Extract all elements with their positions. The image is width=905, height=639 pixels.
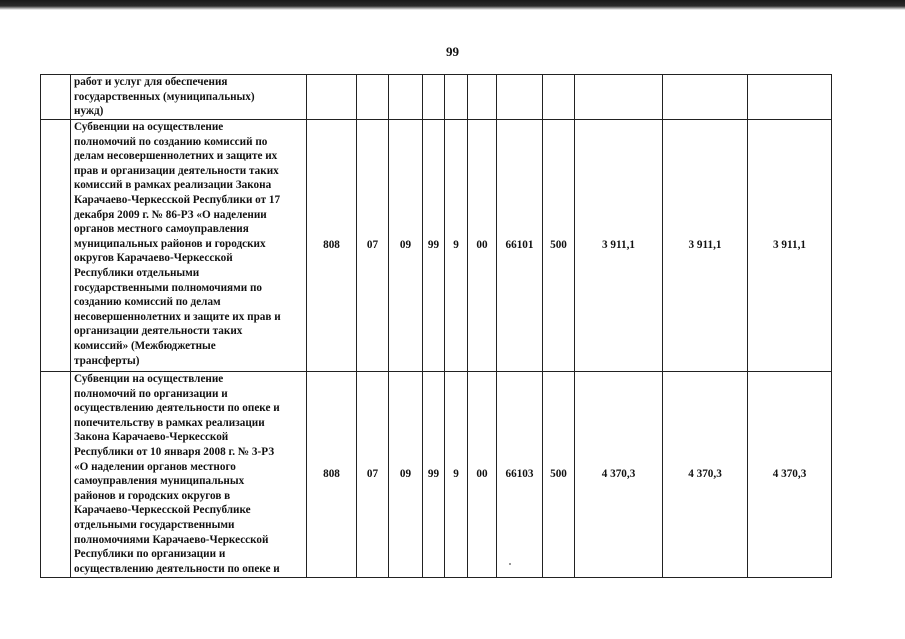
main-activity-code-cell: [468, 75, 497, 120]
page-number: 99: [446, 44, 459, 59]
amount-year-3-cell: 3 911,1: [748, 120, 832, 372]
grbs-cell: 808: [307, 120, 357, 372]
main-activity-code-cell: 00: [468, 372, 497, 578]
expense-type-cell: 500: [543, 372, 575, 578]
row-number-cell: [41, 120, 71, 372]
subsection-cell: 09: [389, 372, 423, 578]
amount-year-3-cell: [748, 75, 832, 120]
grbs-cell: [307, 75, 357, 120]
row-number-cell: [41, 372, 71, 578]
program-code-cell: 99: [423, 372, 445, 578]
amount-year-2-cell: 4 370,3: [663, 372, 748, 578]
row-number-cell: [41, 75, 71, 120]
description-cell: Субвенции на осуществление полномочий по созданию комиссий по делам несовершеннолетних и защите их прав и организации деятельности таких комиссий в рамках реализации Закона Карачаево-Черкесской Республики от 17 декабря 2009 г. № 86-РЗ «О наделении органов местного самоуправления муниципальных районов и городских округов Карачаево-Черкесской Республики отдельными государственными полномочиями по созданию комиссий по делам несовершеннолетних и защите их прав и организации деятельности таких комиссий» (Межбюджетные трансферты): [71, 120, 307, 372]
amount-year-3-cell: 4 370,3: [748, 372, 832, 578]
expense-type-cell: [543, 75, 575, 120]
description-cell: работ и услуг для обеспечения государственных (муниципальных) нужд): [71, 75, 307, 120]
subprogram-code-cell: 9: [445, 372, 468, 578]
direction-code-cell: 66103: [497, 372, 543, 578]
section-cell: 07: [357, 372, 389, 578]
table-row: [41, 75, 832, 120]
description-cell: Субвенции на осуществление полномочий по организации и осуществлению деятельности по опеке и попечительству в рамках реализации Закона Карачаево-Черкесской Республики от 10 января 2008 г. № 3-РЗ «О наделении органов местного самоуправления муниципальных районов и городских округов в Карачаево-Черкесской Республике отдельными государственными полномочиями Карачаево-Черкесской Республики по организации и осуществлению деятельности по опеке и: [71, 372, 307, 578]
expense-type-cell: 500: [543, 120, 575, 372]
section-cell: [357, 75, 389, 120]
subprogram-code-cell: [445, 75, 468, 120]
budget-table: [40, 74, 832, 578]
amount-year-2-cell: 3 911,1: [663, 120, 748, 372]
section-cell: 07: [357, 120, 389, 372]
subprogram-code-cell: 9: [445, 120, 468, 372]
scan-speck: [509, 563, 511, 565]
program-code-cell: 99: [423, 120, 445, 372]
table-row: [41, 120, 832, 372]
program-code-cell: [423, 75, 445, 120]
amount-year-1-cell: [575, 75, 663, 120]
amount-year-1-cell: 4 370,3: [575, 372, 663, 578]
direction-code-cell: [497, 75, 543, 120]
scan-top-edge: [0, 0, 905, 10]
direction-code-cell: 66101: [497, 120, 543, 372]
subsection-cell: [389, 75, 423, 120]
amount-year-1-cell: 3 911,1: [575, 120, 663, 372]
main-activity-code-cell: 00: [468, 120, 497, 372]
amount-year-2-cell: [663, 75, 748, 120]
table-row: [41, 372, 832, 578]
subsection-cell: 09: [389, 120, 423, 372]
grbs-cell: 808: [307, 372, 357, 578]
